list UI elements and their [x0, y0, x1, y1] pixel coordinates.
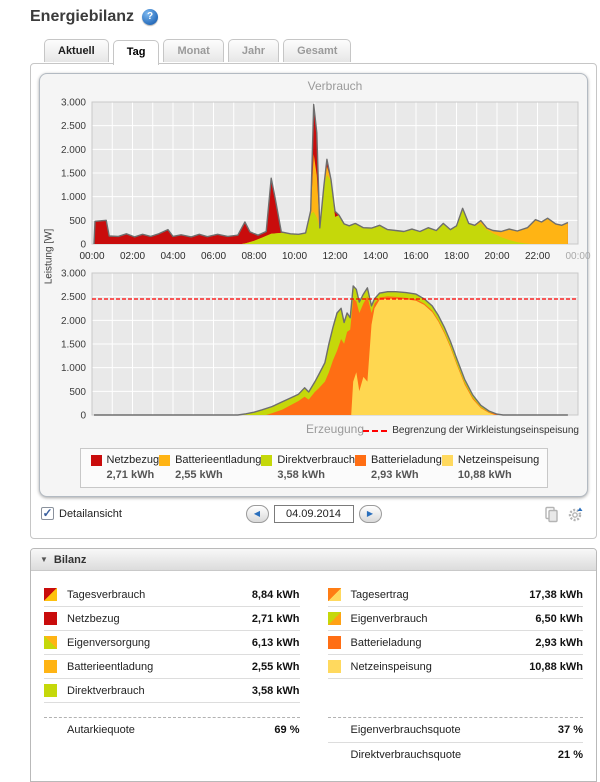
date-input[interactable] — [274, 505, 354, 523]
y-tick-label: 1.000 — [60, 192, 86, 204]
balance-row-label: Tagesertrag — [350, 588, 409, 601]
detail-view-label: Detailansicht — [59, 507, 122, 520]
legend-value: 2,71 kWh — [106, 469, 155, 481]
legend-color-chip — [91, 455, 102, 466]
balance-row-value: 10,88 kWh — [529, 660, 583, 673]
balance-row-value: 8,84 kWh — [251, 588, 300, 601]
balance-row-label: Batterieladung — [350, 636, 422, 649]
y-tick-label: 1.500 — [60, 168, 86, 180]
generation-chart-title: Erzeugung — [305, 422, 365, 436]
balance-row-label: Direktverbrauch — [67, 684, 145, 697]
x-tick-label: 02:00 — [119, 251, 146, 262]
legend-color-chip — [261, 455, 272, 466]
balance-color-chip — [44, 684, 57, 697]
quota-value: 21 % — [557, 749, 583, 761]
toolbar-icons — [543, 506, 584, 523]
tab-bar — [44, 38, 600, 63]
balance-left-column — [44, 583, 300, 767]
previous-day-button[interactable]: ◀ — [246, 505, 269, 523]
balance-row-value: 2,71 kWh — [251, 612, 300, 625]
y-tick-label: 1.000 — [60, 363, 86, 375]
legend-label: Batterieentladung — [175, 454, 262, 466]
balance-color-chip — [44, 612, 57, 625]
balance-row-value: 6,13 kWh — [251, 636, 300, 649]
export-gear-icon[interactable] — [567, 506, 584, 523]
balance-row-label: Tagesverbrauch — [67, 588, 146, 601]
balance-row-value: 2,93 kWh — [535, 636, 583, 649]
balance-row-label: Eigenverbrauch — [350, 612, 428, 625]
quota-row — [328, 717, 584, 742]
tab-content-tag — [30, 63, 597, 539]
date-navigation — [246, 505, 382, 523]
balance-row — [328, 583, 584, 607]
feed-in-limit-legend — [363, 425, 579, 436]
legend-item — [91, 454, 160, 481]
checkbox-check-icon[interactable]: ✓ — [42, 506, 53, 520]
x-tick-label: 14:00 — [362, 251, 389, 262]
page-header — [30, 8, 600, 26]
y-tick-label: 3.000 — [60, 97, 86, 109]
legend-item — [261, 454, 355, 481]
limit-line-label: Begrenzung der Wirkleistungseinspeisung — [392, 425, 579, 436]
quota-value: 37 % — [557, 724, 583, 736]
quota-label: Direktverbrauchsquote — [350, 749, 462, 761]
time-axis — [46, 250, 591, 265]
page-title: Energiebilanz — [30, 8, 135, 25]
balance-color-chip — [44, 660, 57, 673]
legend-value: 2,55 kWh — [175, 469, 223, 481]
x-tick-label: 22:00 — [524, 251, 551, 262]
x-tick-label: 10:00 — [281, 251, 308, 262]
y-tick-label: 500 — [69, 215, 86, 227]
spacer — [44, 703, 300, 717]
chart-legend — [80, 448, 548, 488]
x-tick-label: 16:00 — [403, 251, 429, 262]
y-axis-label: Leistung [W] — [43, 228, 55, 284]
legend-value: 2,93 kWh — [370, 469, 419, 481]
balance-panel-body — [31, 571, 596, 781]
balance-row-value: 17,38 kWh — [529, 588, 583, 601]
legend-label: Direktverbrauch — [277, 454, 355, 466]
legend-item — [159, 454, 261, 481]
y-tick-label: 2.500 — [60, 292, 86, 304]
balance-color-chip — [328, 660, 341, 673]
tab-monat[interactable]: Monat — [163, 39, 223, 62]
balance-right-column — [328, 583, 584, 767]
quota-label: Eigenverbrauchsquote — [350, 724, 461, 736]
balance-row-value: 6,50 kWh — [535, 612, 583, 625]
legend-color-chip — [442, 455, 453, 466]
generation-title-row — [46, 422, 581, 439]
balance-row-value: 2,55 kWh — [251, 660, 300, 673]
y-tick-label: 3.000 — [60, 268, 86, 280]
balance-row-label: Netzeinspeisung — [350, 660, 432, 673]
balance-row — [44, 631, 300, 655]
balance-color-chip — [328, 588, 341, 601]
tab-tag[interactable]: Tag — [113, 40, 160, 65]
legend-color-chip — [159, 455, 170, 466]
y-tick-label: 500 — [69, 386, 86, 398]
balance-panel-header[interactable] — [31, 549, 596, 571]
balance-row — [328, 631, 584, 655]
x-tick-label: 00:00 — [79, 251, 105, 262]
consumption-chart-title: Verbrauch — [307, 79, 363, 93]
x-tick-label: 18:00 — [443, 251, 470, 262]
legend-item — [442, 454, 539, 481]
y-tick-label: 1.500 — [60, 339, 86, 351]
balance-color-chip — [44, 588, 57, 601]
tab-gesamt[interactable]: Gesamt — [283, 39, 351, 62]
consumption-chart — [46, 94, 582, 250]
y-tick-label: 0 — [80, 239, 86, 250]
print-icon[interactable] — [543, 506, 560, 523]
y-tick-label: 0 — [80, 410, 86, 421]
generation-chart — [46, 265, 582, 421]
x-tick-label: 20:00 — [484, 251, 510, 262]
balance-row — [328, 655, 584, 679]
balance-panel-title: Bilanz — [53, 553, 87, 566]
balance-row — [44, 607, 300, 631]
balance-row — [328, 607, 584, 631]
quota-row — [328, 742, 584, 767]
x-tick-label: 12:00 — [322, 251, 348, 262]
tab-aktuell[interactable]: Aktuell — [44, 39, 109, 62]
balance-row-value: 3,58 kWh — [251, 684, 300, 697]
quota-row — [44, 717, 300, 742]
balance-color-chip — [328, 636, 341, 649]
x-tick-label: 00:00 — [565, 251, 591, 262]
legend-value: 3,58 kWh — [277, 469, 326, 481]
balance-color-chip — [328, 612, 341, 625]
spacer — [328, 679, 584, 717]
legend-label: Batterieladung — [370, 454, 442, 466]
x-tick-label: 08:00 — [241, 251, 267, 262]
detail-view-checkbox[interactable] — [41, 507, 122, 520]
balance-color-chip — [44, 636, 57, 649]
limit-line-swatch — [363, 430, 387, 432]
balance-row — [44, 583, 300, 607]
x-tick-label: 04:00 — [160, 251, 186, 262]
legend-value: 10,88 kWh — [457, 469, 512, 481]
energy-chart-panel — [39, 73, 591, 497]
y-tick-label: 2.000 — [60, 315, 86, 327]
balance-row-label: Eigenversorgung — [67, 636, 151, 649]
y-tick-label: 2.500 — [60, 121, 86, 133]
quota-label: Autarkiequote — [67, 724, 135, 736]
chart-stack — [43, 94, 591, 421]
quota-value: 69 % — [274, 724, 300, 736]
balance-row-label: Batterieentladung — [67, 660, 154, 673]
legend-label: Netzbezug — [106, 454, 160, 466]
next-day-button[interactable]: ▶ — [359, 505, 382, 523]
legend-label: Netzeinspeisung — [457, 454, 540, 466]
balance-panel — [30, 548, 597, 782]
tab-jahr[interactable]: Jahr — [228, 39, 279, 62]
detail-row — [39, 504, 588, 530]
y-tick-label: 2.000 — [60, 144, 86, 156]
balance-row-label: Netzbezug — [67, 612, 120, 625]
help-icon[interactable]: ? — [142, 9, 158, 25]
x-tick-label: 06:00 — [200, 251, 227, 262]
balance-row — [44, 655, 300, 679]
collapse-arrow-icon: ▼ — [40, 555, 48, 564]
balance-row — [44, 679, 300, 703]
legend-color-chip — [355, 455, 366, 466]
legend-item — [355, 454, 442, 481]
